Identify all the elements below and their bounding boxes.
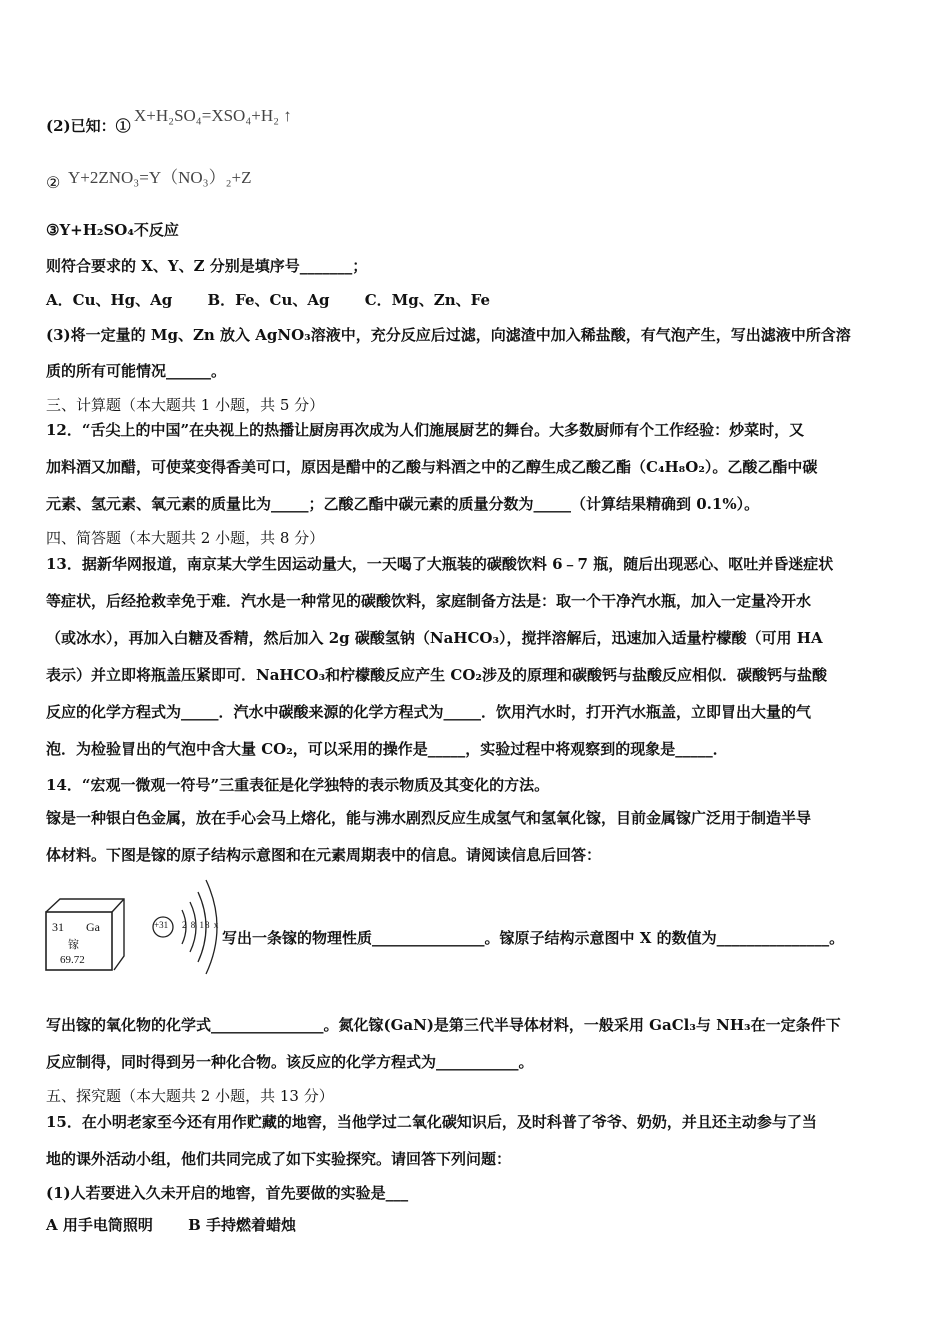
q15-line2: 地的课外活动小组，他们共同完成了如下实验探究。请回答下列问题： <box>46 1150 512 1168</box>
q11-given-label: (2)已知：① <box>46 117 131 135</box>
q11-part3-line1: (3)将一定量的 Mg、Zn 放入 AgNO₃溶液中，充分反应后过滤，向滤渣中加入稀盐酸，有气泡产生，写出滤液中所含溶 <box>46 326 851 344</box>
q13-line6: 泡．为检验冒出的气泡中含大量 CO₂，可以采用的操作是_____，实验过程中将观察到的现象是_____． <box>46 740 728 758</box>
q14-line2: 镓是一种银白色金属，放在手心会马上熔化，能与沸水剧烈反应生成氢气和氢氧化镓，目前金属镓广泛用于制造半导 <box>46 809 812 827</box>
section5-heading: 五、探究题（本大题共 2 小题，共 13 分） <box>46 1087 334 1105</box>
q14-line3: 体材料。下图是镓的原子结构示意图和在元素周期表中的信息。请阅读信息后回答： <box>46 846 602 864</box>
q14-line1: 14．“宏观一微观一符号”三重表征是化学独特的表示物质及其变化的方法。 <box>46 776 550 794</box>
q14-line6: 反应制得，同时得到另一种化合物。该反应的化学方程式为___________。 <box>46 1053 534 1071</box>
element-name: 镓 <box>68 938 79 951</box>
element-mass: 69.72 <box>60 954 85 966</box>
q15-options: A 用手电筒照明 B 手持燃着蜡烛 <box>46 1216 296 1234</box>
q15-line1: 15．在小明老家至今还有用作贮藏的地窖，当他学过二氧化碳知识后，及时科普了爷爷、奶奶，并且还主动参与了当 <box>46 1113 817 1131</box>
formula-1: X+H₂SO₄=XSO₄+H₂ ↑ <box>134 106 292 125</box>
q14-after-figure: 写出一条镓的物理性质_______________。镓原子结构示意图中 X 的数值为_______________。 <box>222 929 845 947</box>
formula-2: Y+2ZNO₃=Y（NO₃）₂+Z <box>68 168 252 187</box>
periodic-table-cell <box>42 896 126 974</box>
section3-heading: 三、计算题（本大题共 1 小题，共 5 分） <box>46 396 325 414</box>
shell-electrons: 2 8 18 x <box>182 920 220 930</box>
element-symbol: Ga <box>86 920 100 934</box>
q12-line3: 元素、氢元素、氧元素的质量比为_____；乙酸乙酯中碳元素的质量分数为_____（计算结果精确到 0.1%）。 <box>46 495 760 513</box>
q12-line2: 加料酒又加醋，可使菜变得香美可口，原因是醋中的乙酸与料酒之中的乙醇生成乙酸乙酯（C₄H₈O₂）。乙酸乙酯中碳 <box>46 458 818 476</box>
q15-subquestion-1: (1)人若要进入久未开启的地窖，首先要做的实验是___ <box>46 1184 409 1202</box>
q11-options: A．Cu、Hg、Ag B．Fe、Cu、Ag C．Mg、Zn、Fe <box>46 291 490 309</box>
q11-part3-line2: 质的所有可能情况______。 <box>46 362 227 380</box>
q12-line1: 12．“舌尖上的中国”在央视上的热播让厨房再次成为人们施展厨艺的舞台。大多数厨师有个工作经验：炒菜时，又 <box>46 421 805 439</box>
q13-line2: 等症状，后经抢救幸免于难．汽水是一种常见的碳酸饮料，家庭制备方法是：取一个干净汽水瓶，加入一定量冷开水 <box>46 592 812 610</box>
atom-structure-diagram <box>148 874 228 978</box>
element-number: 31 <box>52 920 64 934</box>
q13-line4: 表示）并立即将瓶盖压紧即可．NaHCO₃和柠檬酸反应产生 CO₂涉及的原理和碳酸钙与盐酸反应相似．碳酸钙与盐酸 <box>46 666 827 684</box>
q11-question: 则符合要求的 X、Y、Z 分别是填序号_______； <box>46 257 368 275</box>
circle-number-2: ② <box>46 173 61 192</box>
nucleus-charge: +31 <box>154 920 169 930</box>
section4-heading: 四、简答题（本大题共 2 小题，共 8 分） <box>46 529 325 547</box>
q13-line1: 13．据新华网报道，南京某大学生因运动量大，一天喝了大瓶装的碳酸饮料 6﹣7 瓶，随后出现恶心、呕吐并昏迷症状 <box>46 555 834 573</box>
q13-line5: 反应的化学方程式为_____．汽水中碳酸来源的化学方程式为_____．饮用汽水时，打开汽水瓶盖，立即冒出大量的气 <box>46 703 812 721</box>
q14-line5: 写出镓的氧化物的化学式_______________。氮化镓(GaN)是第三代半导体材料，一般采用 GaCl₃与 NH₃在一定条件下 <box>46 1016 841 1034</box>
q13-line3: （或冰水），再加入白糖及香精，然后加入 2g 碳酸氢钠（NaHCO₃），搅拌溶解后，迅速加入适量柠檬酸（可用 HA <box>46 629 823 647</box>
q11-condition-3: ③Y+H₂SO₄不反应 <box>46 221 179 239</box>
